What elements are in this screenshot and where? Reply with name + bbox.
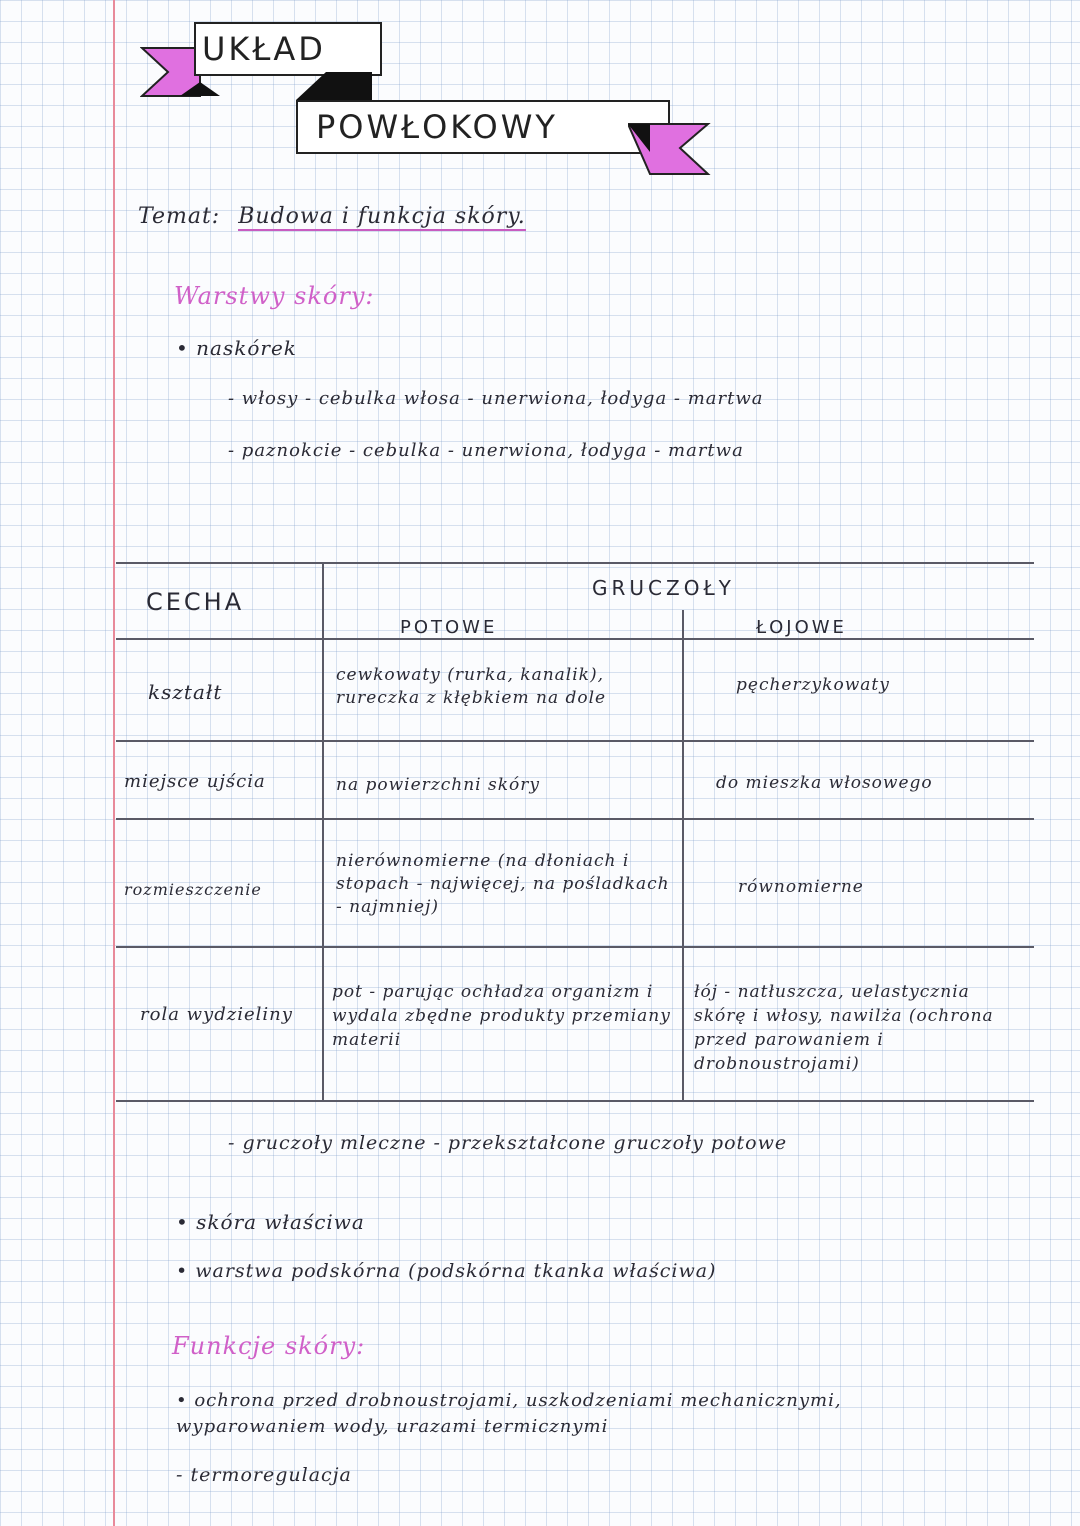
list-item-epidermis: • naskórek [176, 336, 297, 360]
title-banner-uklad [194, 22, 382, 76]
table-divider-glands [682, 610, 684, 1102]
table-border-row2 [116, 818, 1034, 820]
list-item-nails: - paznokcie - cebulka - unerwiona, łodyga - martwa [228, 440, 744, 461]
dash-icon: - [176, 1464, 191, 1486]
bullet-icon: • [176, 1260, 196, 1282]
topic-value: Budowa i funkcja skóry. [238, 204, 526, 229]
margin-line [113, 0, 115, 1526]
header-feature: CECHA [146, 588, 245, 616]
table-row-role-feature: rola wydzieliny [140, 1004, 293, 1025]
banner-fold-shadow [296, 72, 376, 102]
function-item-thermoregulation: - termoregulacja [176, 1464, 352, 1486]
table-row-role-sweat: pot - parując ochładza organizm i wydala zbędne produkty przemiany materii [332, 982, 671, 1050]
layers-heading: Warstwy skóry: [174, 282, 375, 310]
header-sweat: POTOWE [400, 617, 498, 638]
table-row-role-sebaceous: łój - natłuszcza, uelastycznia skórę i włosy, nawilża (ochrona przed parowaniem i drobnoustrojami) [694, 982, 994, 1074]
topic-line [138, 204, 526, 229]
table-border-row1 [116, 740, 1034, 742]
table-row-distribution-sebaceous: równomierne [738, 877, 864, 897]
table-border-row3 [116, 946, 1034, 948]
table-row-shape-sweat: cewkowaty (rurka, kanalik), rureczka z kłębkiem na dole [336, 665, 607, 708]
title-line-2: POWŁOKOWY [316, 108, 558, 146]
note-milk-glands: - gruczoły mleczne - przekształcone gruczoły potowe [228, 1132, 788, 1154]
title-banner-powlokowy [296, 100, 670, 154]
table-row-shape-feature: kształt [148, 680, 223, 704]
topic-label: Temat: [138, 204, 221, 229]
list-item-hair: - włosy - cebulka włosa - unerwiona, łodyga - martwa [228, 388, 764, 409]
table-row-shape-sebaceous: pęcherzykowaty [736, 675, 890, 695]
table-border-bottom [116, 1100, 1034, 1102]
bullet-icon: • [176, 1210, 197, 1234]
list-item-hypodermis: • warstwa podskórna (podskórna tkanka właściwa) [176, 1260, 717, 1282]
header-sebaceous: ŁOJOWE [756, 617, 847, 638]
header-glands: GRUCZOŁY [592, 576, 735, 600]
title-line-1: UKŁAD [202, 30, 326, 68]
table-divider-feature [322, 562, 324, 1102]
table-row-outlet-feature: miejsce ujścia [124, 771, 266, 792]
bullet-icon: • [176, 336, 197, 360]
list-item-dermis: • skóra właściwa [176, 1210, 365, 1234]
table-border-header [116, 638, 1034, 640]
bullet-icon: • [176, 1390, 195, 1411]
table-row-distribution-sweat: nierównomierne (na dłoniach i stopach - najwięcej, na pośladkach - najmniej) [336, 851, 670, 917]
table-row-outlet-sweat: na powierzchni skóry [336, 775, 540, 795]
table-row-distribution-feature: rozmieszczenie [124, 880, 262, 899]
functions-heading: Funkcje skóry: [172, 1332, 366, 1360]
table-row-outlet-sebaceous: do mieszka włosowego [716, 773, 933, 793]
table-border-top [116, 562, 1034, 564]
ribbon-right-decoration [628, 122, 718, 182]
function-item-protection: • ochrona przed drobnoustrojami, uszkodzeniami mechanicznymi, wyparowaniem wody, urazami termicznymi [176, 1390, 842, 1437]
